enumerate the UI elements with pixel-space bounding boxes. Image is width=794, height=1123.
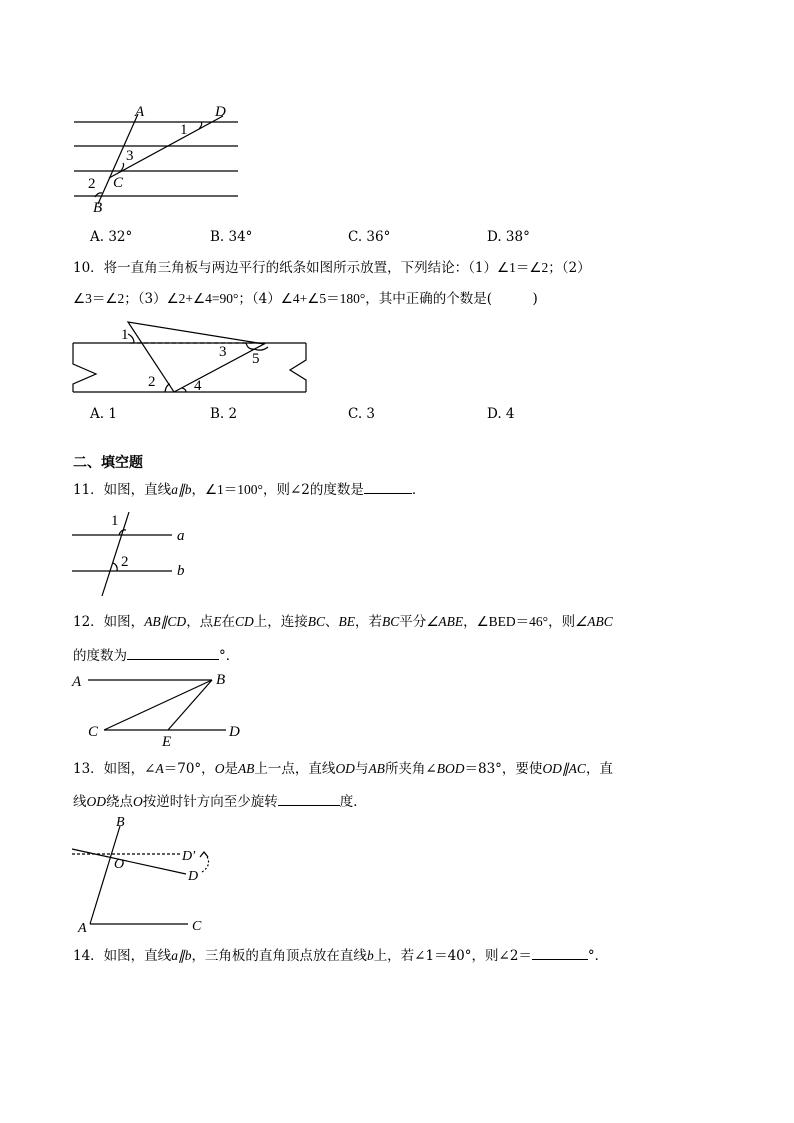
q13-text-1a: 13．如图，∠ [73,761,156,777]
q12-text-a: 12．如图， [73,614,145,630]
q12-text-f: CD [234,614,254,629]
q13-text-2e: 按逆时针方向至少旋转 [142,794,278,810]
q12-text-2a: 的度数为 [73,648,127,664]
q13-label-D-prime: D′ [182,849,196,864]
q9-label-3: 3 [126,148,134,164]
q10-line-2 [73,290,538,308]
q14-text-e: 上，若∠1＝40°，则∠2＝ [373,948,532,964]
q13-text-1j: AB [368,761,385,776]
q13-text-1l: BOD [436,761,465,776]
q10-strip-left-zigzag [73,343,96,392]
q13-line-AB [90,826,120,924]
q11-answer-blank[interactable] [364,479,412,494]
q14-answer-blank[interactable] [532,945,588,960]
q12-text-g: 上，连接 [253,614,308,630]
q13-text-1g: 上一点，直线 [254,761,336,777]
q12-text-q: ，则 [548,614,576,630]
q12-label-B: B [216,672,226,688]
q13-text-2f: 度． [339,794,367,810]
q10-text-2b: ；（3） [124,291,167,307]
q12-text-n: ∠ABE [426,614,464,629]
q9-label-D: D [215,104,226,120]
q10-text-1c: ；（2） [548,260,591,276]
q12-text-r: ∠ABC [575,614,613,629]
q9-option-b: B. 34° [210,229,253,245]
q13-label-O: O [114,857,125,872]
q11-text-a: 11．如图，直线 [73,482,172,498]
q9-label-B: B [93,200,103,215]
q13-text-2b: OD [86,794,106,809]
q11-text-f: ． [411,482,426,498]
q11-text-d: ∠1＝100° [204,482,263,497]
q11-text-b: a∥b [171,482,192,497]
q12-text-m: 平分 [399,614,427,630]
q9-label-2: 2 [88,176,96,192]
q12-answer-blank[interactable] [127,645,219,660]
section-title: 二、填空题 [73,455,143,471]
q14-line [73,945,608,965]
q10-angle-arc-3 [246,343,254,349]
q10-option-d: D. 4 [487,406,515,422]
q13-text-2d: O [133,794,143,809]
q13-text-1k: 所夹角∠ [384,761,437,777]
q10-label-4: 4 [194,378,202,394]
q14-text-d: b [366,948,374,963]
q11-line [73,479,425,499]
q13-text-1d: O [214,761,225,776]
q10-text-2a: ∠3＝∠2 [73,291,125,306]
q12-text-j: BE [338,614,355,629]
q13-text-1h: OD [335,761,355,776]
q10-label-2: 2 [148,374,156,390]
q12-text-o: ， [463,614,477,630]
q10-text-2e: ∠4+∠5＝180° [280,291,366,306]
q9-option-c: C. 36° [348,229,391,245]
q11-figure [66,508,206,603]
q13-rotation-arrow [202,852,209,872]
q13-line-1 [73,760,613,778]
q10-text-1b: ∠1＝∠2 [497,260,549,275]
q13-answer-blank[interactable] [278,791,340,806]
q9-label-C: C [113,175,124,191]
q9-figure [60,100,260,215]
q12-label-A: A [72,674,82,690]
q13-line-2 [73,791,367,811]
q10-angle-arc-1 [128,334,134,343]
q13-label-A: A [78,921,87,936]
q12-text-h: BC [307,614,325,629]
q14-text-f: °． [587,948,609,964]
q14-text-c: ，三角板的直角顶点放在直线 [191,948,367,964]
q11-label-2: 2 [121,554,129,570]
q12-text-c: ，点 [186,614,214,630]
q12-line-2 [73,645,239,665]
q12-text-l: BC [381,614,400,629]
q10-text-1a: 10．将一直角三角板与两边平行的纸条如图所示放置，下列结论：（1） [73,260,498,276]
q11-text-e: ，则∠2的度数是 [262,482,364,498]
q10-text-2f: ，其中正确的个数是( ) [365,291,538,307]
q13-text-1c: ＝70°， [163,761,215,777]
q11-label-b: b [177,563,185,579]
q9-label-1: 1 [180,122,188,138]
q12-label-C: C [88,724,99,740]
q13-arrow-head [200,852,208,857]
q9-label-A: A [135,104,145,120]
q13-label-D: D [188,869,199,884]
q13-text-2c: 绕点 [106,794,133,810]
q11-label-a: a [177,528,185,544]
q11-angle-arc-2 [113,563,117,571]
q10-label-1: 1 [121,327,129,343]
q13-label-C: C [192,919,202,934]
q13-text-1n: OD∥AC [542,761,586,776]
q12-text-b: AB∥CD [144,614,187,629]
q10-text-2d: ；（4） [238,291,281,307]
q13-figure [66,812,226,937]
q10-angle-arc-4 [182,388,186,392]
q10-label-3: 3 [219,344,227,360]
q14-text-a: 14．如图，直线 [73,948,172,964]
q13-label-B: B [116,815,125,830]
q12-label-D: D [229,724,240,740]
q13-line-OD [72,849,186,874]
q12-segment-BE [168,680,212,730]
q12-figure [66,668,256,750]
q11-text-c: ， [191,482,205,498]
q12-text-d: E [213,614,222,629]
q10-label-5: 5 [252,351,260,367]
q10-line-1 [73,259,591,277]
q10-option-a: A. 1 [90,406,117,422]
q14-text-b: a∥b [171,948,192,963]
q9-segment-CD [109,116,223,178]
q12-text-i: 、 [324,614,339,630]
q12-text-p: ∠BED＝46° [476,614,549,629]
q12-text-2b: °． [219,648,240,664]
q12-text-k: ，若 [354,614,382,630]
q13-text-1e: 是 [224,761,238,777]
q13-text-2a: 线 [73,794,87,810]
q13-text-1o: ，直 [585,761,613,777]
q10-strip-right-zigzag [290,343,306,392]
q12-segment-BC [104,680,212,730]
q13-text-1m: ＝83°，要使 [464,761,543,777]
q9-option-d: D. 38° [487,229,530,245]
q10-option-c: C. 3 [348,406,376,422]
q10-text-2c: ∠2+∠4=90° [166,291,239,306]
q12-label-E: E [162,734,172,750]
q9-option-a: A. 32° [90,229,133,245]
q11-label-1: 1 [111,513,119,529]
q10-option-b: B. 2 [210,406,238,422]
q13-text-1i: 与 [354,761,369,777]
q13-text-1f: AB [237,761,255,776]
q12-line-1 [73,613,613,631]
q10-figure [68,312,318,397]
q12-text-e: 在 [221,614,235,630]
q13-text-1b: A [155,761,164,776]
